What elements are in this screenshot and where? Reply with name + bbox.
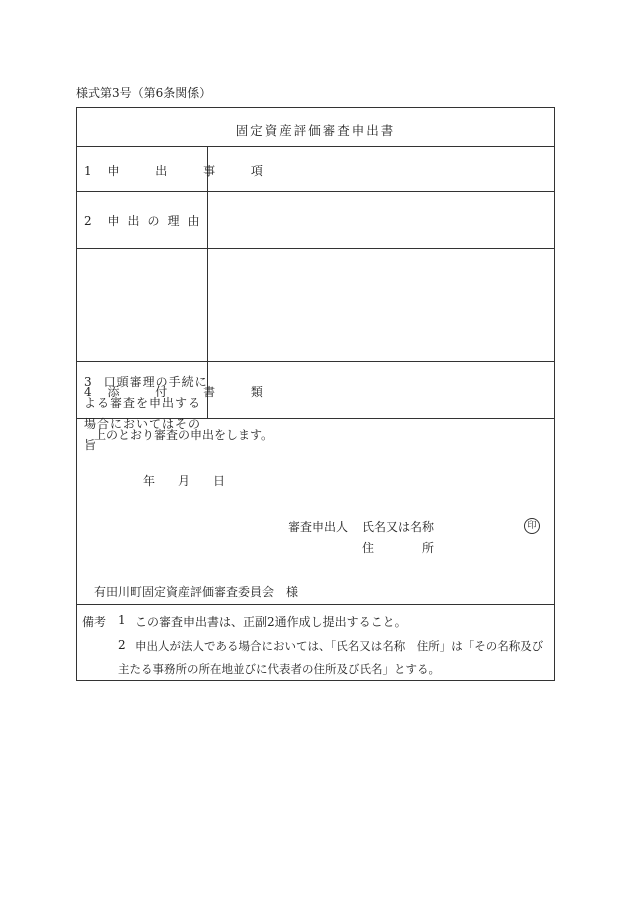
- name-label: 氏名又は名称: [362, 520, 435, 534]
- row-text: 添 付 書 類: [107, 385, 279, 399]
- application-form: [76, 107, 555, 681]
- reason-input-area[interactable]: [208, 192, 555, 248]
- note-number: 1: [118, 613, 126, 627]
- matters-input-area[interactable]: [208, 147, 555, 191]
- date-year: 年: [143, 474, 156, 488]
- oral-hearing-input-area[interactable]: [208, 249, 555, 361]
- note-text: 主たる事務所の所在地並びに代表者の住所及び氏名」とする。: [118, 662, 440, 676]
- row-number: 1: [84, 164, 92, 178]
- applicant-label: 審査申出人: [288, 520, 349, 534]
- notes-heading: 備考: [82, 615, 107, 629]
- note-text: この審査申出書は、正副2通作成し提出すること。: [135, 615, 407, 629]
- row-text: 口頭審理の手続に: [103, 375, 208, 389]
- row-number: 4: [84, 385, 92, 399]
- statement-text: 上のとおり審査の申出をします。: [94, 428, 274, 442]
- row-text: 旨: [84, 438, 97, 452]
- form-number-label: 様式第3号（第6条関係）: [76, 86, 212, 100]
- note-text: 申出人が法人である場合においては、「氏名又は名称 住所」は「その名称及び: [135, 639, 544, 653]
- form-title: 固定資産評価審査申出書: [235, 123, 396, 138]
- row-label-reason: [84, 212, 207, 229]
- row-number: 3: [84, 375, 92, 389]
- seal-icon: 印: [524, 518, 540, 534]
- row-number: 2: [84, 214, 92, 228]
- date-day: 日: [213, 474, 226, 488]
- row-text: よる審査を申出する: [84, 396, 202, 410]
- row-text: 場合においてはその: [84, 417, 202, 431]
- row-text: 申 出 事 項: [107, 164, 279, 178]
- row-text: 申出の理由: [107, 214, 208, 228]
- divider: [77, 604, 554, 605]
- attachments-input-area[interactable]: [208, 362, 555, 418]
- note-number: 2: [118, 638, 126, 652]
- address-label: 住 所: [362, 541, 435, 555]
- date-month: 月: [178, 474, 191, 488]
- addressee-text: 有田川町固定資産評価審査委員会 様: [94, 585, 299, 599]
